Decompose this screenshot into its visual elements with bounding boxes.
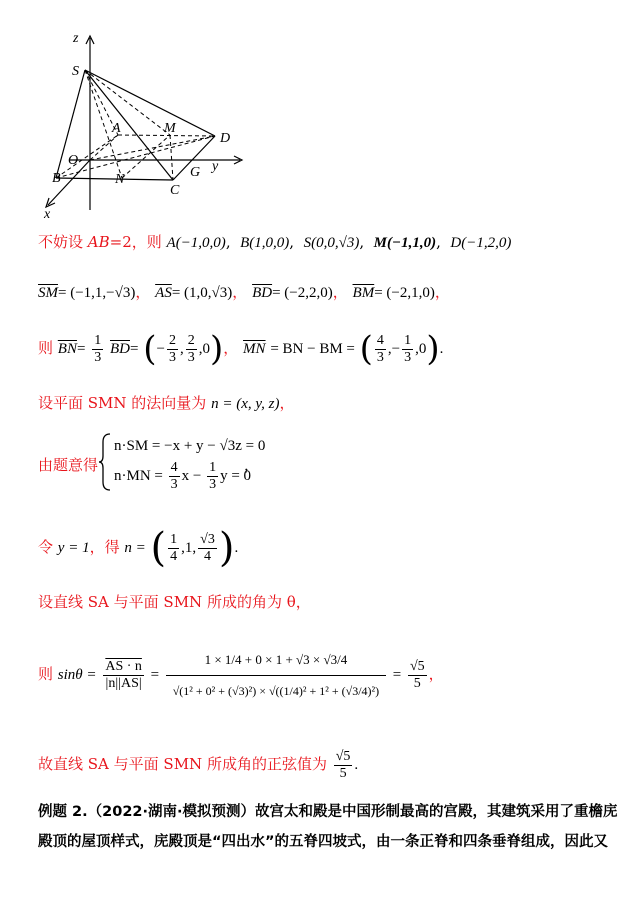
normal-vector-line: 设平面 SMN 的法向量为 n = (x, y, z)，	[38, 394, 295, 412]
vectors-line: $\overline{SM}= (-1,1,-√3)$， $\overline{AS}= (1,0,√3)$， $\overline{BD}= (-2,2,0)$， $\overline{BM}= (-2,1,0)$，	[38, 283, 450, 301]
system-brace	[98, 432, 114, 492]
conclusion-line: 故直线 SA 与平面 SMN 所成角的正弦值为 $\frac{√5}{5}$ .	[38, 748, 359, 781]
label-M: M	[164, 121, 176, 136]
label-z: z	[73, 31, 79, 46]
sin-formula: 则 sinθ = $\frac{AS \cdot n}{|n||AS|}$ = $\frac{1 \times 1/4 + 0 \times 1 + √3 \times √3/4}{\text{√(1² + 0² + (√3)²) × √((1/4)² + 1² + (√3/4)²)}}$ = $\frac{√5}{5}$ ，	[38, 628, 444, 720]
angle-line: 设直线 SA 与平面 SMN 所成的角为 θ，	[38, 593, 311, 611]
label-B: B	[52, 171, 61, 186]
coordinates-line: 不妨设 AB=2，则 A(−1,0,0), B(1,0,0), S(0,0,√3), M(−1,1,0), D(−1,2,0)	[38, 233, 512, 251]
bn-mn-line: 则 $\overline{BN}=$ $\frac{1}{3}$ $\overline{BD}=$ (− $\frac{2}{3}$ , $\frac{2}{3}$ ,0)， $\overline{MN}$ = BN − BM = ( $\frac{4}{3}$ ,− $\frac{1}{3}$ ,0).	[38, 329, 444, 369]
label-A: A	[112, 121, 121, 136]
system-eq1: n·SM = −x + y − √3z = 0	[114, 438, 266, 454]
label-N: N	[115, 172, 125, 187]
label-y: y	[212, 159, 219, 174]
system-comma: ，	[244, 456, 260, 474]
label-C: C	[170, 183, 180, 198]
label-G: G	[190, 165, 201, 180]
label-O: O	[68, 153, 79, 168]
example2-line2: 殿顶的屋顶样式，庑殿顶是“四出水”的五脊四坡式，由一条正脊和四条垂脊组成，因此又	[38, 834, 609, 850]
label-x: x	[44, 207, 51, 220]
label-S: S	[72, 64, 79, 79]
system-eq2: n·MN = $\frac{4}{3}$ x − $\frac{1}{3}$ y = 0	[114, 460, 252, 493]
label-D: D	[220, 131, 231, 146]
let-y-line: 令 y = 1，得 n = ( $\frac{1}{4}$ ,1, $\frac{√3}{4}$ ).	[38, 525, 239, 571]
geometry-figure	[40, 30, 250, 220]
system-label: 由题意得	[38, 456, 99, 474]
example2-line1: 例题 2.（2022·湖南·模拟预测）故宫太和殿是中国形制最高的宫殿，其建筑采用了重檐庑	[38, 804, 618, 820]
